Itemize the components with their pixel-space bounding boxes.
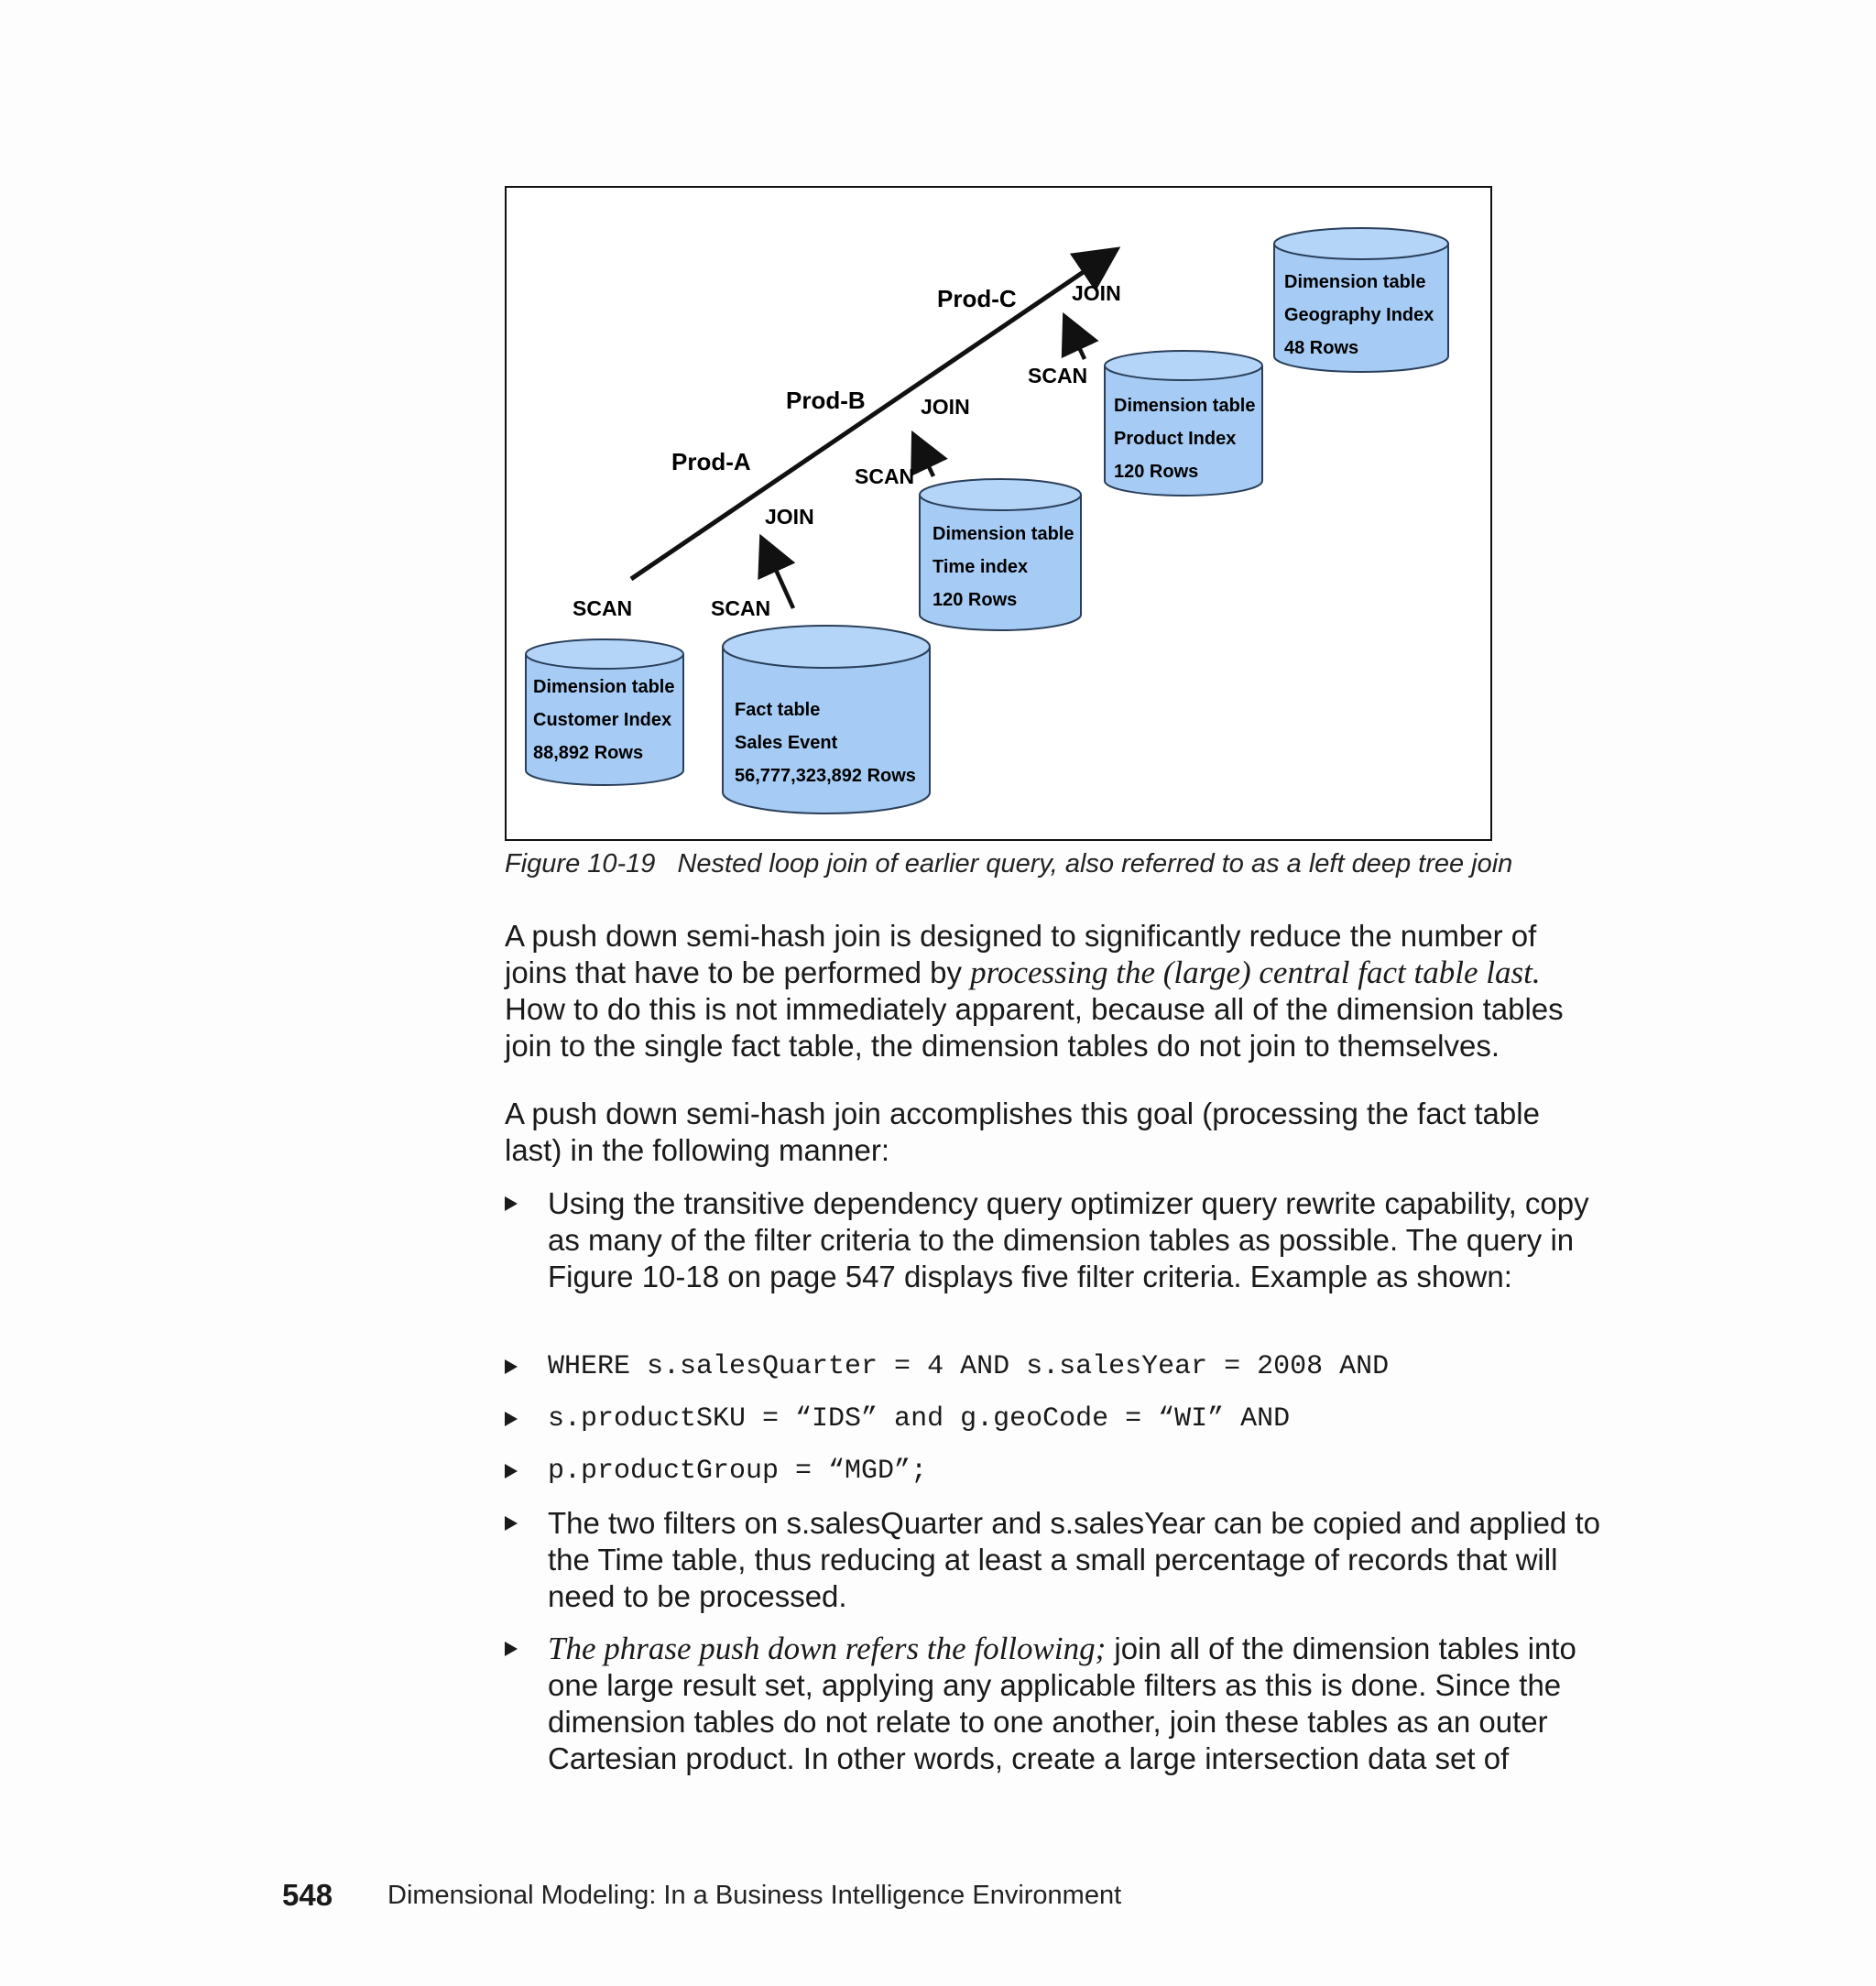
join-label: JOIN <box>1072 281 1121 305</box>
figure-number: Figure 10-19 <box>505 849 656 878</box>
paragraph-emphasis: processing the (large) central fact table last. <box>970 955 1541 990</box>
join-label: JOIN <box>921 395 970 419</box>
list-item-rest: join all of the dimension tables into one large result set, applying any applicable filters as this is done. Since the dimension tables do not relate to one another, join these tables as an outer Cartesian product. In other words, create a large intersection data set of <box>548 1631 1576 1775</box>
cylinder-line1: Dimension table <box>1114 396 1256 416</box>
join-arrow-time <box>915 438 933 476</box>
customer-index-cylinder <box>526 639 683 785</box>
prod-c-label: Prod-C <box>937 285 1017 312</box>
cylinder-line2: Customer Index <box>533 710 672 730</box>
cylinder-line3: 120 Rows <box>1114 462 1199 482</box>
cylinder-line2: Product Index <box>1114 429 1237 449</box>
cylinder-line3: 88,892 Rows <box>533 743 644 763</box>
figure-caption <box>505 849 1696 879</box>
paragraph-text: How to do this is not immediately apparent, because all of the dimension tables join to the single fact table, the dimension tables do not join to themselves. <box>505 992 1564 1063</box>
scan-label: SCAN <box>855 464 915 488</box>
cylinder-line1: Dimension table <box>533 677 675 697</box>
scan-label: SCAN <box>573 596 633 620</box>
cylinder-line2: Geography Index <box>1284 305 1434 325</box>
book-title: Dimensional Modeling: In a Business Intelligence Environment <box>387 1881 1122 1910</box>
cylinder-line1: Fact table <box>735 700 821 720</box>
bullet-marker-icon <box>505 1359 518 1374</box>
cylinder-line1: Dimension table <box>1284 272 1426 292</box>
body-paragraph <box>505 918 1604 1064</box>
body-paragraph: A push down semi-hash join accomplishes this goal (processing the fact table last) in the following manner: <box>505 1097 1540 1167</box>
time-index-cylinder <box>920 479 1081 630</box>
scan-label: SCAN <box>1028 364 1088 387</box>
nested-loop-join-diagram <box>507 188 1494 843</box>
bullet-marker-icon <box>505 1516 518 1531</box>
page-number: 548 <box>282 1878 333 1912</box>
prod-b-label: Prod-B <box>786 387 866 414</box>
list-item-text: Using the transitive dependency query optimizer query rewrite capability, copy as many of the filter criteria to the dimension tables as possible. The query in Figure 10-18 on page 547 displays five filter criteria. Example as shown: <box>548 1186 1589 1293</box>
prod-a-label: Prod-A <box>671 448 751 475</box>
cylinder-line1: Dimension table <box>933 524 1074 544</box>
bullet-marker-icon <box>505 1196 518 1211</box>
cylinder-line2: Sales Event <box>735 733 838 753</box>
list-item-text: The two filters on s.salesQuarter and s.salesYear can be copied and applied to the Time table, thus reducing at least a small percentage of records that will need to be processed. <box>548 1506 1600 1613</box>
figure-frame <box>505 186 1492 841</box>
code-line: p.productGroup = “MGD”; <box>548 1456 928 1487</box>
figure-caption-text: Nested loop join of earlier query, also referred to as a left deep tree join <box>677 849 1513 878</box>
cylinder-line3: 120 Rows <box>933 590 1018 610</box>
join-arrow-product <box>1066 320 1085 359</box>
geography-index-cylinder <box>1274 228 1448 372</box>
code-line: WHERE s.salesQuarter = 4 AND s.salesYear = 2008 AND <box>548 1351 1390 1382</box>
list-item-emphasis: The phrase push down refers the following; <box>548 1631 1107 1666</box>
bullet-marker-icon <box>505 1464 518 1479</box>
paragraph-text: A push down semi-hash join is designed to significantly reduce the number of joins that have to be performed by <box>505 919 1537 989</box>
cylinder-line3: 48 Rows <box>1284 338 1359 358</box>
fact-table-cylinder <box>723 626 930 813</box>
join-label: JOIN <box>765 505 814 529</box>
scan-label: SCAN <box>711 596 771 620</box>
code-line: s.productSKU = “IDS” and g.geoCode = “WI” AND <box>548 1403 1291 1435</box>
cylinder-line3: 56,777,323,892 Rows <box>735 766 916 786</box>
cylinder-line2: Time index <box>933 557 1029 577</box>
bullet-marker-icon <box>505 1412 518 1426</box>
list-item-text <box>548 1631 1629 1777</box>
product-index-cylinder <box>1105 351 1262 496</box>
bullet-marker-icon <box>505 1642 518 1656</box>
